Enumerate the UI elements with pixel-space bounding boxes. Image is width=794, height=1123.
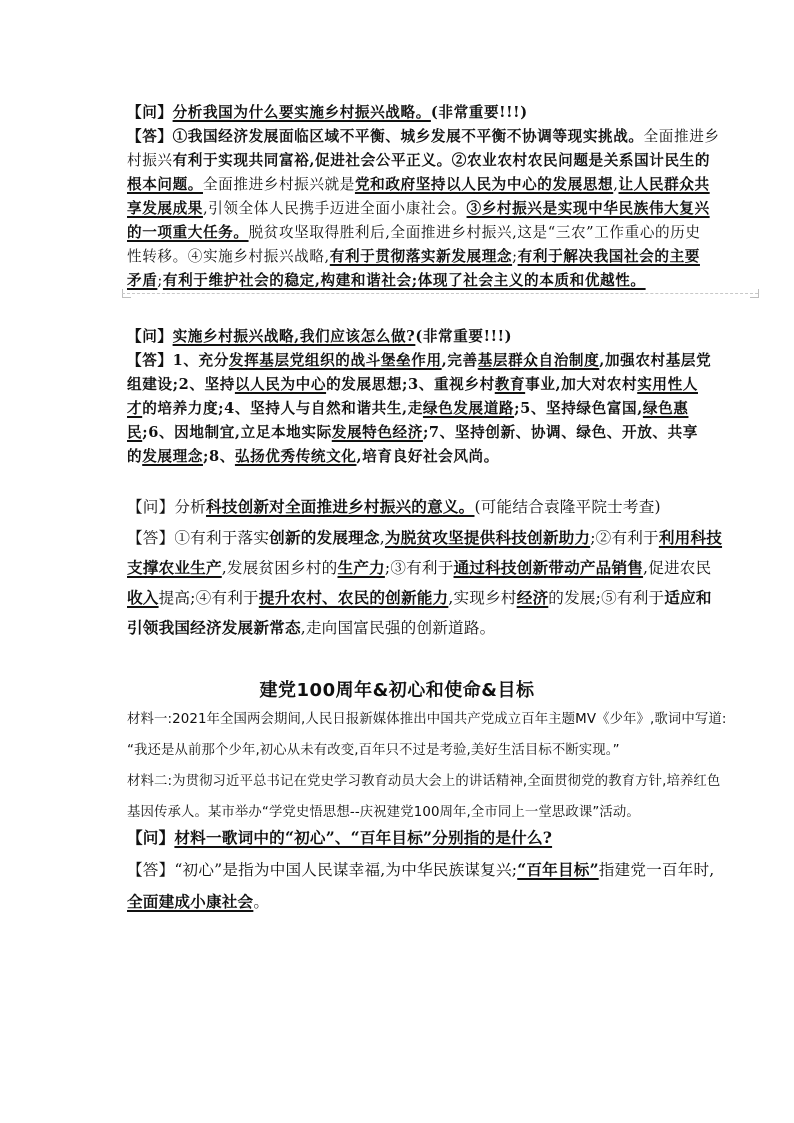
text-line	[127, 221, 701, 242]
text-segment: ;②有利于	[590, 529, 659, 547]
text-segment: ,发展贫困乡村的	[221, 559, 338, 577]
text-segment: ;	[157, 272, 163, 289]
material-line: “我还是从前那个少年,初心从未有改变,百年只不过是考验,美好生活目标不断实现。”	[127, 743, 620, 758]
text-line	[127, 373, 698, 394]
text-segment: 享发展成果	[127, 200, 203, 217]
text-segment: 适应和	[664, 588, 712, 607]
text-segment: ③乡村振兴是实现中华民族伟大复兴	[466, 200, 710, 217]
text-line	[127, 556, 711, 578]
text-line	[127, 397, 688, 418]
text-segment: 党和政府坚持以人民为中心的发展思想	[354, 176, 614, 193]
text-segment: 提升农村、农民的创新能力	[258, 588, 449, 607]
text-segment: 的一项重大任务。	[127, 224, 249, 241]
text-line	[127, 421, 698, 442]
text-segment: 提高;④有利于	[158, 589, 259, 607]
text-segment: 以人民为中心	[234, 376, 327, 393]
text-segment: ,引领全体人民携手迈进全面小康社会。	[202, 200, 467, 217]
text-segment: 【问】分析	[127, 498, 206, 516]
text-segment: 【问】	[127, 328, 173, 345]
text-segment: 村振兴	[127, 152, 173, 169]
text-segment: 绿色发展道路	[422, 400, 515, 417]
text-segment: 【问】	[127, 104, 173, 121]
text-segment: 指建党一百年时,	[598, 861, 715, 879]
page-break-corner-right	[750, 289, 759, 298]
text-segment: 的	[127, 448, 143, 465]
text-segment: 才	[127, 400, 143, 417]
text-line	[127, 586, 712, 608]
text-segment: (非常重要!!!)	[430, 104, 528, 121]
text-segment: 教育	[494, 376, 526, 393]
text-segment: 有利于解决我国社会的主要	[517, 248, 700, 265]
text-segment: 通过科技创新带动产品销售	[453, 558, 644, 577]
text-segment: ,培育良好社会风尚。	[356, 448, 499, 465]
text-segment: 全面推进乡村振兴就是	[202, 176, 355, 193]
text-segment: 【答】	[127, 128, 173, 145]
text-line	[127, 245, 700, 266]
text-segment: 有利于实现共同富裕,促进社会公平正义。	[172, 152, 452, 169]
text-segment: 实施乡村振兴战略,我们应该怎么做?	[172, 328, 416, 345]
text-line	[127, 858, 714, 880]
text-segment: 材料一歌词中的“初心”、“百年目标”分别指的是什么?	[174, 828, 553, 847]
text-segment: 有利于维护社会的稳定,构建和谐社会;体现了社会主义的本质和优越性。	[162, 272, 646, 289]
text-segment: ①我国经济发展面临区域不平衡、城乡发展不平衡不协调等现实挑战。	[172, 128, 644, 145]
text-segment: “百年目标”	[517, 860, 599, 879]
page-break-divider	[122, 293, 758, 294]
text-segment: ,走向国富民强的创新道路。	[300, 619, 496, 637]
text-segment: 的培养力度;4、坚持人与自然和谐共生,走	[142, 400, 423, 417]
text-segment: (非常重要!!!)	[415, 328, 513, 345]
text-segment: 脱贫攻坚取得胜利后,全面推进乡村振兴,这是“三农”工作重心的历史	[248, 224, 701, 241]
text-segment: 全面推进乡	[643, 128, 720, 145]
text-segment: 生产力	[337, 558, 385, 577]
text-segment: 让人民群众共	[618, 176, 710, 193]
text-segment: 【答】①有利于落实	[127, 529, 270, 547]
text-segment: 发展理念	[142, 448, 203, 465]
text-line	[127, 445, 499, 466]
section-title: 建党100周年&初心和使命&目标	[259, 680, 535, 701]
text-segment: 支撑农业生产	[127, 558, 222, 577]
text-line	[127, 197, 710, 218]
text-line	[127, 149, 710, 170]
text-segment: 分析我国为什么要实施乡村振兴战略。	[172, 104, 431, 121]
text-segment: ,	[613, 176, 619, 193]
text-segment: 基层群众自治制度	[477, 352, 600, 369]
text-segment: 绿色惠	[642, 400, 689, 417]
text-segment: ;5、坚持绿色富国,	[514, 400, 643, 417]
text-line	[127, 101, 528, 122]
text-segment: 弘扬优秀传统文化	[234, 448, 357, 465]
text-segment: 的发展;⑤有利于	[548, 589, 665, 607]
text-segment: ;③有利于	[384, 559, 454, 577]
text-segment: ;8、	[202, 448, 235, 465]
text-segment: 实用性人	[637, 376, 698, 393]
text-segment: ;	[512, 248, 518, 265]
text-line	[127, 269, 646, 290]
text-segment: 。	[253, 893, 270, 911]
text-segment: 组建设;2、坚持	[127, 376, 235, 393]
text-segment: 引领我国经济发展新常态	[127, 618, 301, 637]
text-segment: 【问】	[127, 828, 175, 847]
text-segment: ;7、坚持创新、协调、绿色、开放、共享	[422, 424, 698, 441]
text-segment: 发展特色经济	[331, 424, 423, 441]
text-segment: 【答】“初心”是指为中国人民谋幸福,为中华民族谋复兴;	[127, 861, 518, 879]
text-segment: ,加强农村基层党	[599, 352, 712, 369]
text-segment: 性转移。④实施乡村振兴战略,	[127, 248, 330, 265]
text-segment: 矛盾	[127, 272, 158, 289]
text-segment: 利用科技	[658, 528, 723, 547]
text-line	[127, 325, 512, 346]
text-segment: 民	[127, 424, 143, 441]
text-segment: ,	[379, 529, 385, 547]
text-line	[127, 826, 552, 848]
text-segment: 根本问题。	[127, 176, 203, 193]
text-line	[127, 616, 495, 638]
text-line	[127, 173, 710, 194]
text-segment: 事业,加大对农村	[525, 376, 638, 393]
text-segment: 的发展思想;3、重视乡村	[326, 376, 495, 393]
text-line	[127, 495, 661, 517]
text-segment: 经济	[516, 588, 549, 607]
text-segment: (可能结合袁隆平院士考查)	[474, 498, 661, 516]
text-segment: 【答】1、充分	[127, 352, 229, 369]
text-segment: 全面建成小康社会	[127, 892, 254, 911]
text-segment: 为脱贫攻坚提供科技创新助力	[384, 528, 591, 547]
text-line	[127, 890, 269, 912]
material-line: 材料一:2021年全国两会期间,人民日报新媒体推出中国共产党成立百年主题MV《少年》,歌词中写道:	[127, 712, 727, 727]
text-line	[127, 125, 720, 146]
text-segment: ;6、因地制宜,立足本地实际	[142, 424, 332, 441]
material-line: 基因传承人。某市举办“学党史悟思想--庆祝建党100周年,全市同上一堂思政课”活动。	[127, 805, 640, 820]
text-segment: ,实现乡村	[448, 589, 517, 607]
text-segment: 收入	[127, 588, 159, 607]
text-segment: ,完善	[441, 352, 478, 369]
text-segment: ,促进农民	[643, 559, 712, 577]
text-segment: 创新的发展理念	[269, 528, 380, 547]
material-line: 材料二:为贯彻习近平总书记在党史学习教育动员大会上的讲话精神,全面贯彻党的教育方针,培养红色	[127, 774, 721, 789]
text-segment: ②农业农村农民问题是关系国计民生的	[451, 152, 711, 169]
text-segment: 有利于贯彻落实新发展理念	[329, 248, 513, 265]
text-line	[127, 349, 711, 370]
text-line	[127, 526, 722, 548]
text-segment: 科技创新对全面推进乡村振兴的意义。	[205, 497, 475, 516]
text-segment: 发挥基层党组织的战斗堡垒作用	[228, 352, 442, 369]
